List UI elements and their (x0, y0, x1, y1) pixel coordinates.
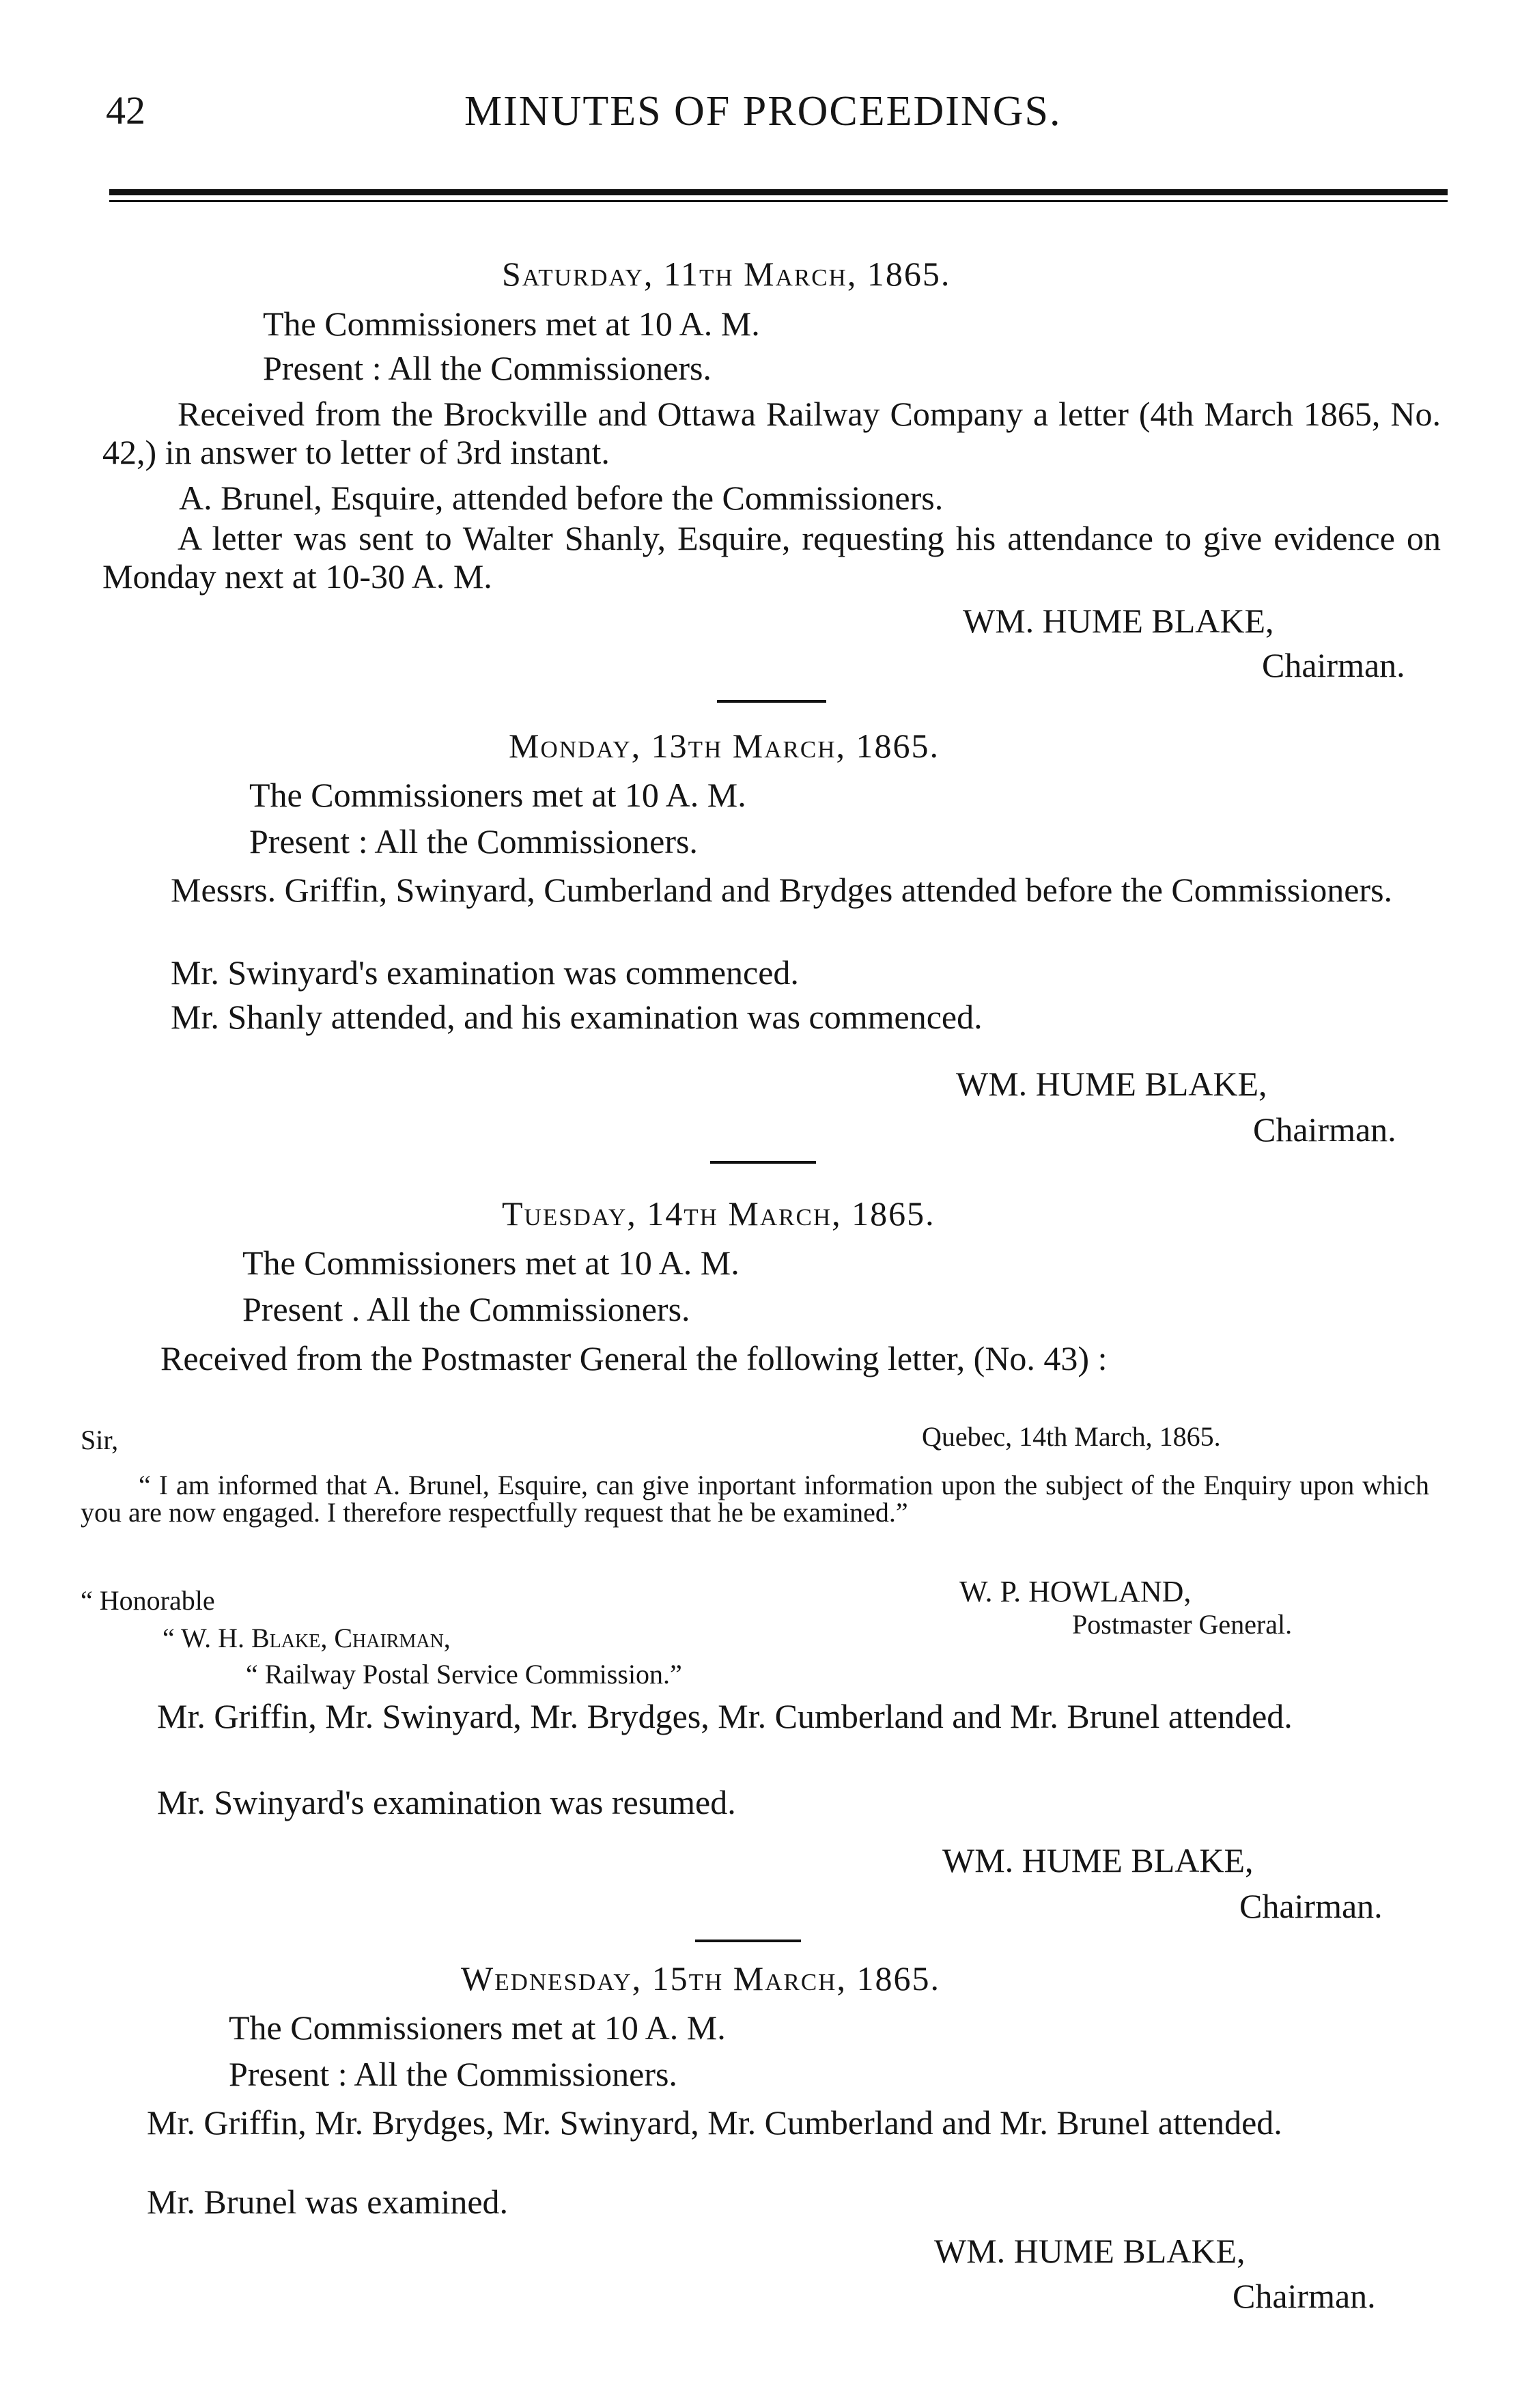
paragraph: A. Brunel, Esquire, attended before the Commissioners. (179, 479, 944, 517)
paragraph: Mr. Brunel was examined. (147, 2183, 509, 2221)
running-title: MINUTES OF PROCEEDINGS. (464, 88, 1062, 135)
paragraph: Received from the Postmaster General the following letter, (No. 43) : (160, 1339, 1108, 1377)
paragraph: Mr. Shanly attended, and his examination was commenced. (171, 998, 983, 1036)
page-number: 42 (106, 88, 145, 132)
met-line: The Commissioners met at 10 A. M. (263, 305, 760, 343)
letter-body: “ I am informed that A. Brunel, Esquire, can give inportant information upon the subject of the Enquiry upon which you are now engaged. I therefore respectfully request that he be examined.” (81, 1470, 1429, 1528)
met-line: The Commissioners met at 10 A. M. (229, 2008, 726, 2047)
chairman-signature: WM. HUME BLAKE, (934, 2232, 1245, 2270)
section-separator (717, 700, 826, 703)
entry-date: Saturday, 11th March, 1865. (502, 255, 951, 293)
section-separator (710, 1161, 816, 1164)
met-line: The Commissioners met at 10 A. M. (242, 1244, 740, 1282)
paragraph: Mr. Swinyard's examination was commenced. (171, 953, 799, 992)
paragraph: Mr. Griffin, Mr. Brydges, Mr. Swinyard, Mr. Cumberland and Mr. Brunel attended. (147, 2103, 1282, 2142)
signature-title: Chairman. (1262, 646, 1405, 684)
present-line: Present : All the Commissioners. (263, 349, 712, 387)
present-line: Present : All the Commissioners. (229, 2055, 677, 2093)
chairman-signature: WM. HUME BLAKE, (956, 1065, 1267, 1103)
paragraph: A letter was sent to Walter Shanly, Esquire, requesting his attendance to give evidence on Monday next at 10-30 A. M. (102, 519, 1441, 596)
letter-address-line: “ Railway Postal Service Commission.” (246, 1659, 682, 1690)
chairman-signature: WM. HUME BLAKE, (963, 602, 1274, 640)
chairman-signature: WM. HUME BLAKE, (942, 1841, 1254, 1879)
letter-signer-title: Postmaster General. (1072, 1609, 1293, 1640)
letter-place-date: Quebec, 14th March, 1865. (922, 1421, 1221, 1452)
present-line: Present . All the Commissioners. (242, 1290, 690, 1328)
header-rule-thick (109, 189, 1448, 195)
paragraph: Messrs. Griffin, Swinyard, Cumberland and Brydges attended before the Commissioners. (171, 871, 1393, 909)
paragraph: Mr. Swinyard's examination was resumed. (157, 1783, 736, 1821)
present-line: Present : All the Commissioners. (249, 822, 698, 860)
page-header (99, 87, 1444, 149)
letter-address-line: “ Honorable (81, 1585, 215, 1616)
letter-salutation: Sir, (81, 1425, 119, 1455)
entry-date: Tuesday, 14th March, 1865. (502, 1194, 935, 1233)
letter-address-line: “ W. H. Blake, Chairman, (163, 1623, 451, 1653)
met-line: The Commissioners met at 10 A. M. (249, 776, 746, 814)
signature-title: Chairman. (1239, 1887, 1383, 1925)
entry-date: Wednesday, 15th March, 1865. (461, 1959, 940, 1998)
entry-date: Monday, 13th March, 1865. (509, 727, 940, 765)
signature-title: Chairman. (1253, 1110, 1396, 1149)
header-rule-thin (109, 200, 1448, 202)
paragraph: Mr. Griffin, Mr. Swinyard, Mr. Brydges, Mr. Cumberland and Mr. Brunel attended. (157, 1697, 1293, 1735)
paragraph: Received from the Brockville and Ottawa Railway Company a letter (4th March 1865, No. 42,) in answer to letter of 3rd instant. (102, 395, 1441, 471)
letter-signer: W. P. HOWLAND, (959, 1575, 1192, 1608)
signature-title: Chairman. (1233, 2277, 1376, 2315)
section-separator (695, 1940, 801, 1942)
